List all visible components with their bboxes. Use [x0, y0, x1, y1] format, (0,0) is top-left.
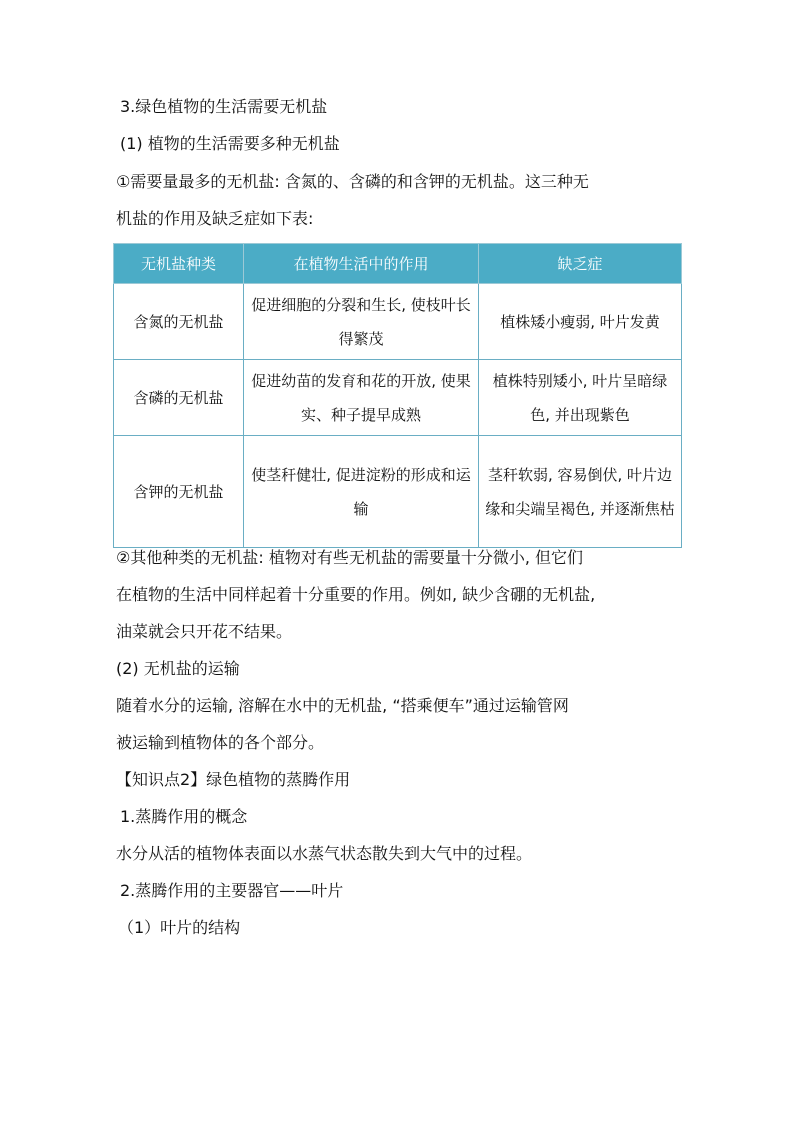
- item1-text: 水分从活的植物体表面以水蒸气状态散失到大气中的过程。: [116, 844, 533, 863]
- header-role: 在植物生活中的作用: [244, 244, 479, 284]
- cell-role: 促进幼苗的发育和花的开放, 使果实、种子提早成熟: [244, 360, 479, 436]
- cell-deficiency: 茎秆软弱, 容易倒伏, 叶片边缘和尖端呈褐色, 并逐渐焦枯: [479, 436, 682, 548]
- paragraph-main-salts-line2: 机盐的作用及缺乏症如下表:: [116, 209, 314, 228]
- header-deficiency: 缺乏症: [479, 244, 682, 284]
- cell-deficiency: 植株矮小瘦弱, 叶片发黄: [479, 284, 682, 360]
- cell-deficiency: 植株特别矮小, 叶片呈暗绿色, 并出现紫色: [479, 360, 682, 436]
- item1-title: 1.蒸腾作用的概念: [120, 807, 248, 826]
- salt-table: [113, 243, 682, 548]
- section3-heading: 3.绿色植物的生活需要无机盐: [120, 97, 328, 116]
- header-salt-type: 无机盐种类: [114, 244, 244, 284]
- subheading-need-salts: (1) 植物的生活需要多种无机盐: [120, 134, 340, 153]
- cell-salt-type: 含磷的无机盐: [114, 360, 244, 436]
- paragraph-transport-line1: 随着水分的运输, 溶解在水中的无机盐, “搭乘便车”通过运输管网: [116, 696, 569, 715]
- cell-salt-type: 含钾的无机盐: [114, 436, 244, 548]
- subheading-salt-transport: (2) 无机盐的运输: [116, 659, 240, 678]
- table-row: [114, 360, 682, 436]
- cell-role: 使茎秆健壮, 促进淀粉的形成和运输: [244, 436, 479, 548]
- table-row: [114, 284, 682, 360]
- paragraph-transport-line2: 被运输到植物体的各个部分。: [116, 733, 325, 752]
- paragraph-main-salts-line1: ①需要量最多的无机盐: 含氮的、含磷的和含钾的无机盐。这三种无: [116, 172, 589, 191]
- item2-title: 2.蒸腾作用的主要器官——叶片: [120, 881, 344, 900]
- cell-role: 促进细胞的分裂和生长, 使枝叶长得繁茂: [244, 284, 479, 360]
- item2-subheading: （1）叶片的结构: [118, 918, 241, 937]
- knowledge-point-heading: 【知识点2】绿色植物的蒸腾作用: [116, 770, 351, 789]
- paragraph-other-salts-line3: 油菜就会只开花不结果。: [116, 622, 293, 641]
- table-header-row: [114, 244, 682, 284]
- paragraph-other-salts-line1: ②其他种类的无机盐: 植物对有些无机盐的需要量十分微小, 但它们: [116, 548, 583, 567]
- paragraph-other-salts-line2: 在植物的生活中同样起着十分重要的作用。例如, 缺少含硼的无机盐,: [116, 585, 596, 604]
- cell-salt-type: 含氮的无机盐: [114, 284, 244, 360]
- table-row: [114, 436, 682, 548]
